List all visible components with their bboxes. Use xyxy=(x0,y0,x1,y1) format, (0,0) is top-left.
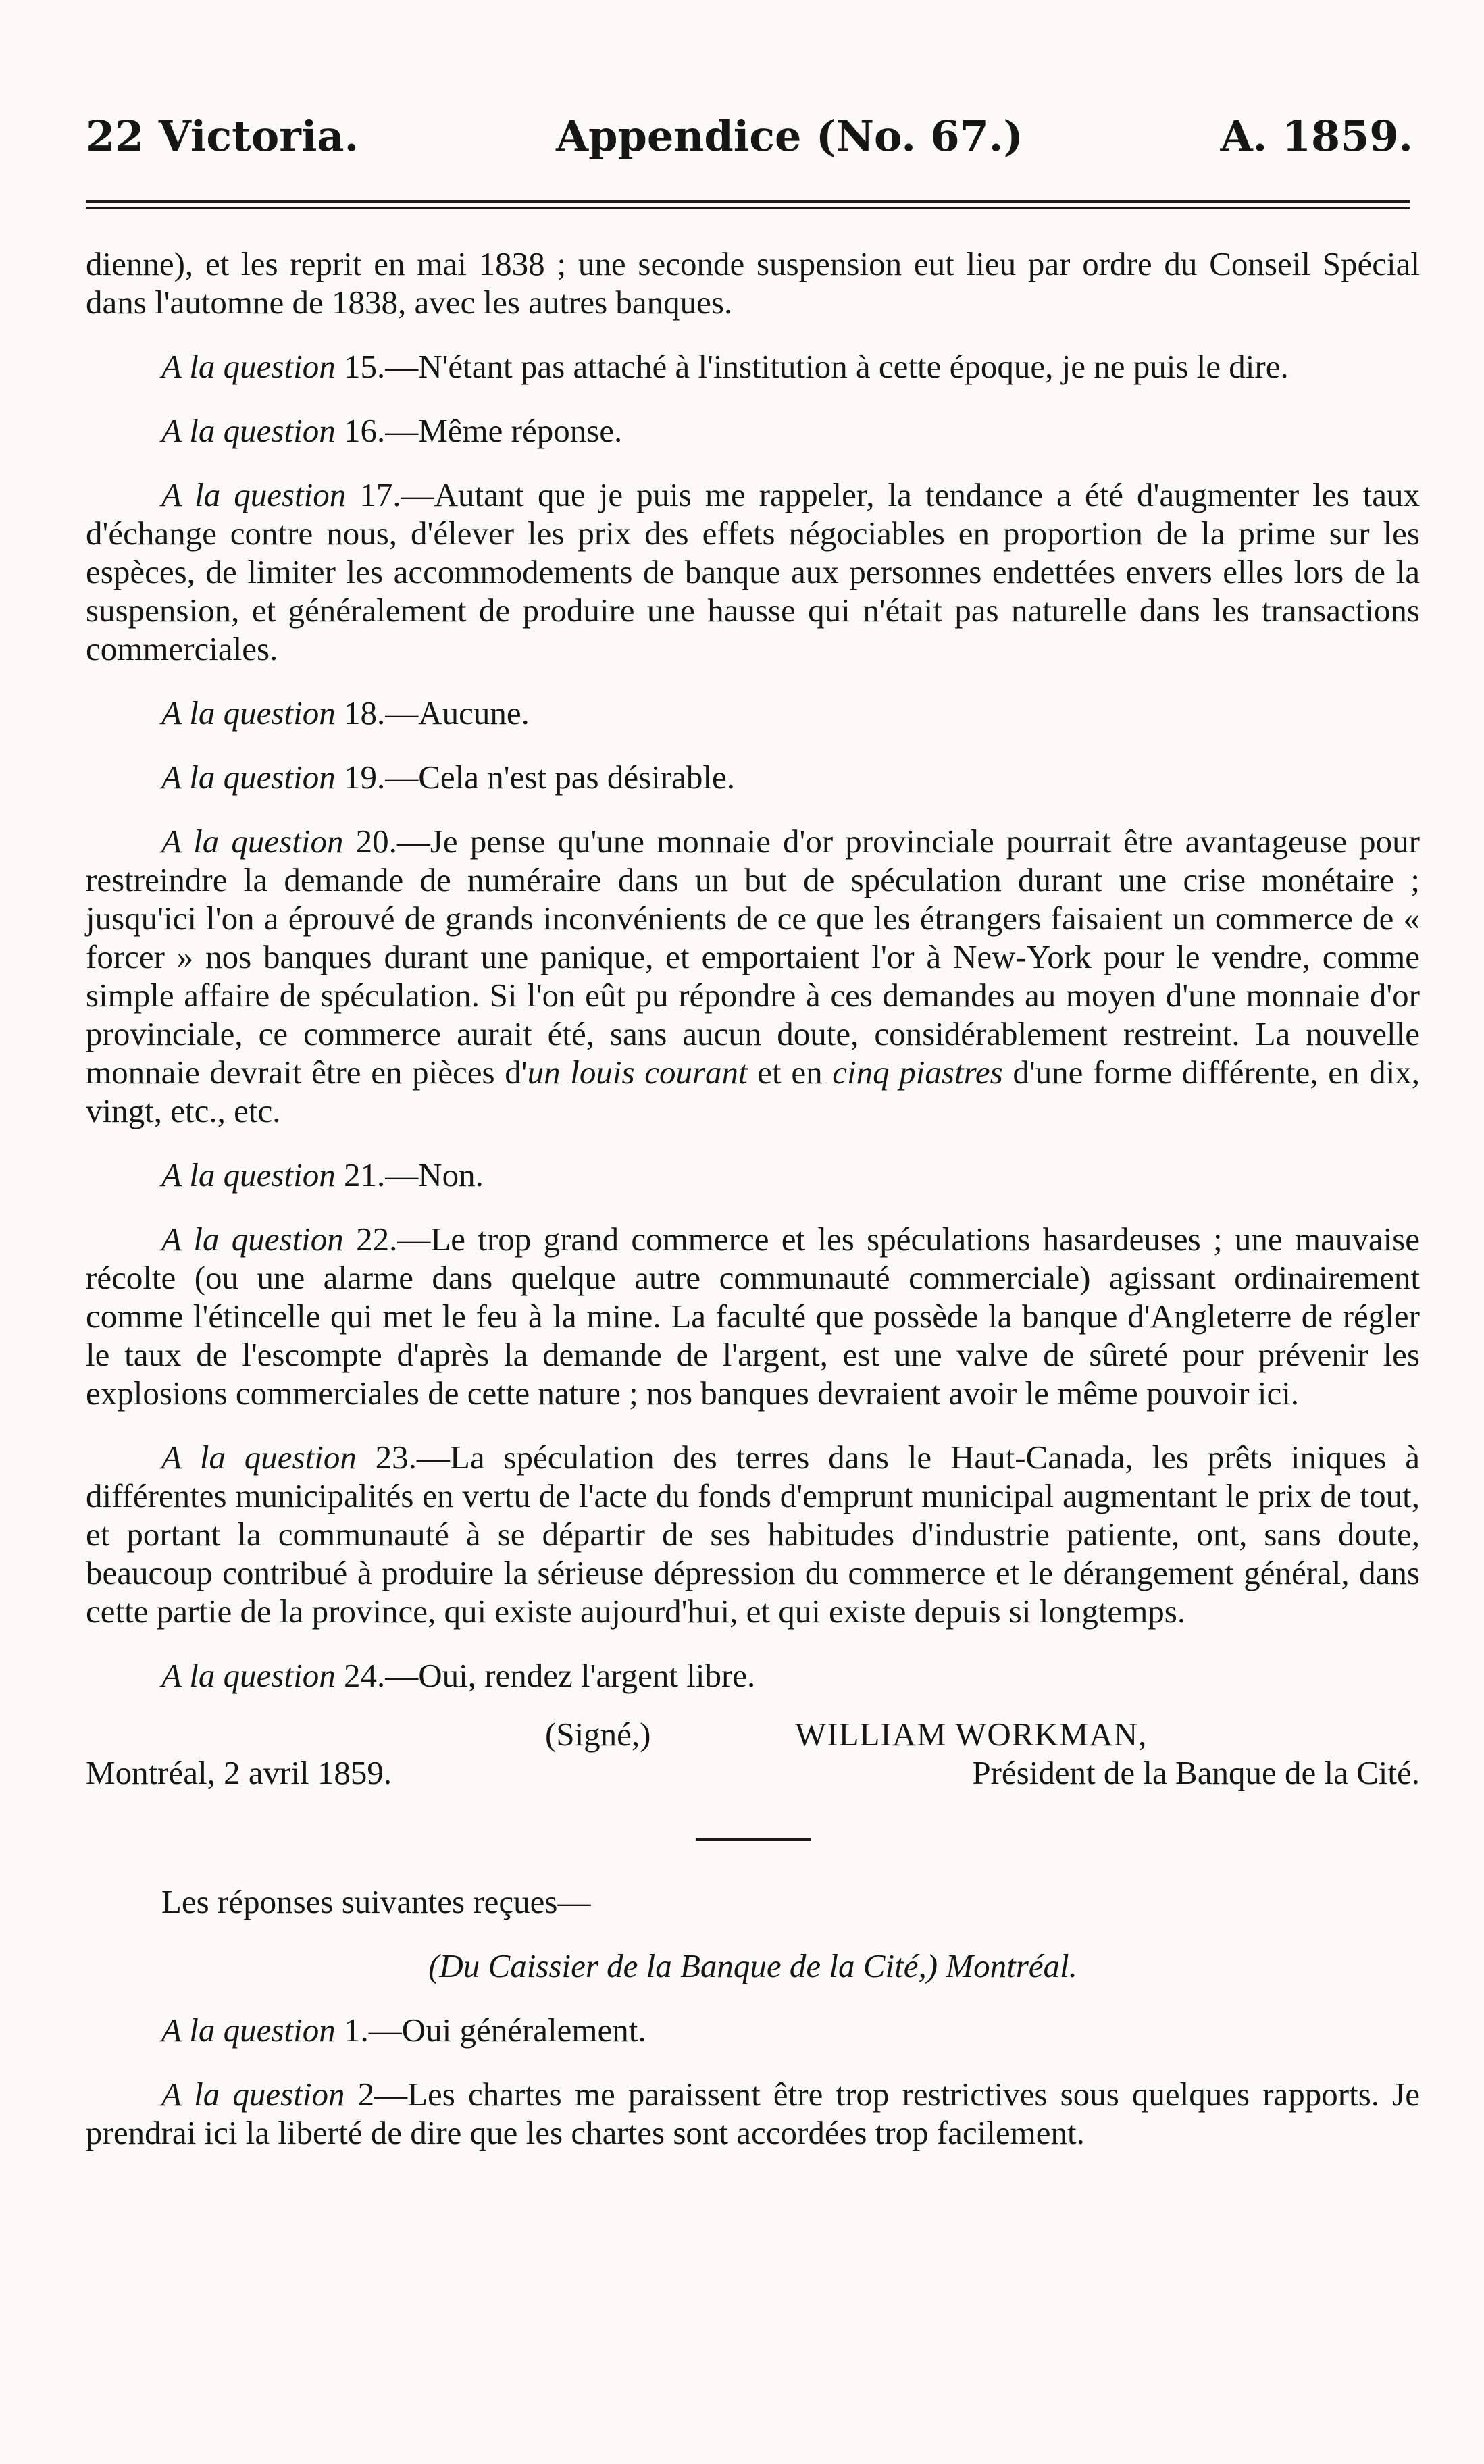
answer-text: 24.—Oui, rendez l'argent libre. xyxy=(335,1657,756,1694)
section-divider xyxy=(696,1838,811,1841)
question-label: A la question xyxy=(161,759,336,796)
header-rule-top xyxy=(86,200,1410,203)
header-year: A. 1859. xyxy=(1220,111,1413,161)
signatory-name: WILLIAM WORKMAN, xyxy=(795,1716,1148,1753)
question-label: A la question xyxy=(161,823,344,860)
answer-16 xyxy=(86,411,1420,450)
signatory-title: Président de la Banque de la Cité. xyxy=(972,1754,1420,1791)
answer-21 xyxy=(86,1156,1420,1194)
response-2 xyxy=(86,2075,1420,2152)
answer-15 xyxy=(86,347,1420,386)
answer-text: 18.—Aucune. xyxy=(335,694,530,732)
answer-text: et en xyxy=(747,1054,833,1091)
answer-text: 20.—Je pense qu'une monnaie d'or provinciale pourrait être avantageuse pour restreindre la demande de numéraire dans un but de spéculation durant une crise monétaire ; jusqu'ici l'on a éprouvé de grands inconvénients de ce que les étrangers faisaient un commerce de « forcer » nos banques durant une panique, et emportaient l'or à New-York pour le vendre, comme simple affaire de spéculation. Si l'on eût pu répondre à ces demandes au moyen d'une monnaie d'or provinciale, ce commerce aurait été, sans aucun doute, considérablement restreint. La nouvelle monnaie devrait être en pièces d' xyxy=(86,823,1420,1091)
source-open: ( xyxy=(428,1947,440,1984)
answer-24 xyxy=(86,1656,1420,1695)
source-close: ) xyxy=(926,1947,946,1984)
question-label: A la question xyxy=(161,476,347,513)
responses-intro: Les réponses suivantes reçues— xyxy=(161,1883,591,1920)
place-date: Montréal, 2 avril 1859. xyxy=(86,1754,392,1791)
question-label: A la question xyxy=(161,348,336,385)
header-appendix: Appendice (No. 67.) xyxy=(556,111,1023,161)
response-1 xyxy=(86,2011,1420,2049)
answer-text: 21.—Non. xyxy=(335,1156,484,1194)
source-title: Du Caissier de la Banque de la Cité, xyxy=(439,1947,927,1984)
answer-text: 23.—La spéculation des terres dans le Haut-Canada, les prêts iniques à différentes municipalités en vertu de l'acte du fonds d'emprunt municipal augmentant le prix de tout, et portant la communauté à se départir de ses habitudes d'industrie patiente, ont, sans doute, beaucoup contribué à produire la sérieuse dépression du commerce et le dérangement général, dans cette partie de la province, qui existe aujourd'hui, et qui existe depuis si longtemps. xyxy=(86,1439,1420,1630)
header-rule-bottom xyxy=(86,207,1410,209)
answer-text: 15.—N'étant pas attaché à l'institution à cette époque, je ne puis le dire. xyxy=(335,348,1289,385)
answer-20 xyxy=(86,822,1420,1130)
signature-line xyxy=(86,1715,1420,1753)
signature-details xyxy=(86,1753,1420,1792)
question-label: A la question xyxy=(161,1439,357,1476)
question-label: A la question xyxy=(161,694,336,732)
answer-text: 19.—Cela n'est pas désirable. xyxy=(335,759,735,796)
answer-text: d'une forme différente, en dix, vingt, etc., etc. xyxy=(86,1054,1420,1129)
answer-text: 1.—Oui généralement. xyxy=(335,2011,646,2049)
answer-19 xyxy=(86,758,1420,796)
answer-17 xyxy=(86,476,1420,668)
source-city: Montréal. xyxy=(946,1947,1077,1984)
question-label: A la question xyxy=(161,1657,336,1694)
document-body xyxy=(86,245,1420,2178)
answer-22 xyxy=(86,1220,1420,1412)
response-source xyxy=(86,1947,1420,1985)
answer-italic-term: cinq piastres xyxy=(832,1054,1003,1091)
answer-18 xyxy=(86,694,1420,732)
question-label: A la question xyxy=(161,1156,336,1194)
answer-text: 17.—Autant que je puis me rappeler, la tendance a été d'augmenter les taux d'échange contre nous, d'élever les prix des effets négociables en proportion de la prime sur les espèces, de limiter les accommodements de banque aux personnes endettées envers elles lors de la suspension, et généralement de produire une hausse qui n'était pas naturelle dans les transactions commerciales. xyxy=(86,476,1420,667)
question-label: A la question xyxy=(161,1221,344,1258)
answer-text: 2—Les chartes me paraissent être trop restrictives sous quelques rapports. Je prendrai ici la liberté de dire que les chartes sont accordées trop facilement. xyxy=(86,2076,1420,2151)
header-session: 22 Victoria. xyxy=(86,111,359,161)
running-header xyxy=(86,111,1413,161)
question-label: A la question xyxy=(161,2076,345,2113)
answer-italic-term: un louis courant xyxy=(527,1054,748,1091)
signed-mark: (Signé,) xyxy=(545,1716,651,1753)
question-label: A la question xyxy=(161,412,336,449)
paragraph-continued: dienne), et les reprit en mai 1838 ; une seconde suspension eut lieu par ordre du Conseil Spécial dans l'automne de 1838, avec les autres banques. xyxy=(86,245,1420,321)
question-label: A la question xyxy=(161,2011,336,2049)
answer-text: 16.—Même réponse. xyxy=(335,412,623,449)
answer-text: 22.—Le trop grand commerce et les spéculations hasardeuses ; une mauvaise récolte (ou une alarme dans quelque autre communauté commerciale) agissant ordinairement comme l'étincelle qui met le feu à la mine. La faculté que possède la banque d'Angleterre de régler le taux de l'escompte d'après la demande de l'argent, est une valve de sûreté pour prévenir les explosions commerciales de cette nature ; nos banques devraient avoir le même pouvoir ici. xyxy=(86,1221,1420,1412)
answer-23 xyxy=(86,1438,1420,1631)
